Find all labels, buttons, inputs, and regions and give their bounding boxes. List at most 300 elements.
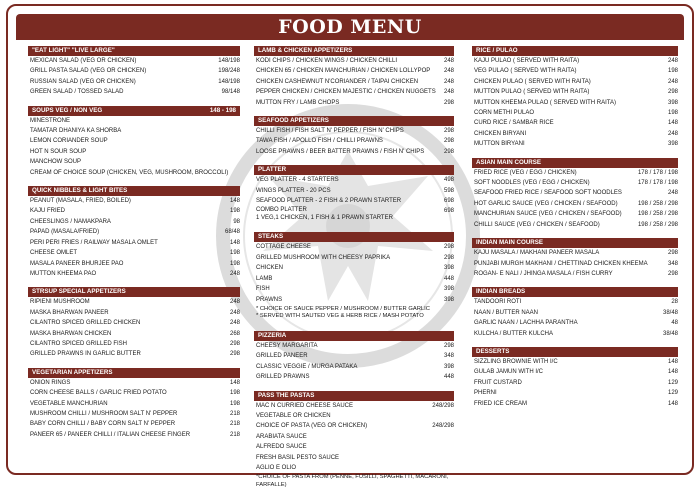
menu-item xyxy=(254,421,454,431)
menu-item xyxy=(28,329,240,339)
item-name: KAJU PULAO ( SERVED WITH RAITA) xyxy=(474,58,580,64)
item-name: GRILLED MUSHROOM WITH CHEESY PAPRIKA xyxy=(256,254,391,261)
menu-item xyxy=(472,209,678,219)
menu-item xyxy=(28,259,240,269)
menu-item xyxy=(472,188,678,198)
menu-item xyxy=(28,136,240,146)
item-name: PHERNI xyxy=(474,390,497,397)
item-name: SEAFOOD FRIED RICE / SEAFOOD SOFT NOODLES xyxy=(474,190,622,197)
menu-item xyxy=(254,186,454,196)
section-title: STEAKS xyxy=(258,233,284,241)
menu-item xyxy=(254,66,454,76)
item-name: PEANUT (MASALA, FRIED, BOILED) xyxy=(30,198,131,205)
item-name: FISH xyxy=(256,286,270,293)
item-name: CREAM OF CHOICE SOUP (CHICKEN, VEG, MUSHROOM, BROCCOLI) xyxy=(30,169,229,176)
item-name: CHICKEN 65 / CHICKEN MANCHURIAN / CHICKEN LOLLYPOP xyxy=(256,68,431,75)
item-price: 178 / 178 / 198 xyxy=(637,180,678,187)
item-price: 248 xyxy=(443,68,454,75)
item-price: 598 xyxy=(443,187,454,194)
item-name: KULCHA / BUTTER KULCHA xyxy=(474,330,554,337)
item-name: ALFREDO SAUCE xyxy=(256,444,307,451)
item-name: FRIED RICE (VEG / EGG / CHICKEN) xyxy=(474,169,577,176)
item-name: MAC N CURRIED CHEESE SAUCE xyxy=(256,402,354,409)
item-price: 698 xyxy=(443,208,454,215)
item-price: 198 / 258 / 298 xyxy=(637,211,678,218)
menu-item xyxy=(28,388,240,398)
menu-item xyxy=(472,98,678,108)
item-price: 448 xyxy=(443,374,454,381)
section-header xyxy=(28,106,240,116)
section-title: LAMB & CHICKEN APPETIZERS xyxy=(258,47,353,54)
item-name: LAMB xyxy=(256,275,273,282)
menu-section xyxy=(28,368,240,440)
item-price: 38/48 xyxy=(662,309,678,316)
item-name: MANCHURIAN SAUCE (VEG / CHICKEN / SEAFOOD) xyxy=(474,211,622,218)
section-title: INDIAN BREADS xyxy=(476,288,526,296)
item-name: BABY CORN CHILLI / BABY CORN SALT N' PEPPER xyxy=(30,421,176,428)
item-price: 248 xyxy=(229,309,240,316)
item-price: 298 xyxy=(443,244,454,251)
menu-column-left xyxy=(28,46,240,448)
menu-section xyxy=(28,106,240,178)
item-price: 348 xyxy=(443,353,454,360)
menu-item xyxy=(472,329,678,339)
item-price: 298 xyxy=(667,250,678,257)
item-name: GRILLED PANEER xyxy=(256,353,308,360)
item-name: PUNJABI MURGH MAKHANI / CHETTINAD CHICKEN KHEEMA xyxy=(474,260,648,267)
item-price: 198 xyxy=(667,68,678,75)
item-name: CURD RICE / SAMBAR RICE xyxy=(474,120,554,127)
menu-item xyxy=(254,175,454,185)
menu-section xyxy=(472,158,678,230)
section-header xyxy=(254,331,454,341)
item-name: ARABIATA SAUCE xyxy=(256,433,307,440)
menu-section xyxy=(254,391,454,492)
item-price: 198 xyxy=(229,390,240,397)
item-price: 398 xyxy=(443,363,454,370)
menu-item xyxy=(254,463,454,473)
item-price: 698 xyxy=(443,198,454,205)
section-header xyxy=(472,238,678,248)
item-name: MUTTON PULAO ( SERVED WITH RAITA) xyxy=(474,89,590,96)
menu-item xyxy=(472,388,678,398)
item-price: 298 xyxy=(667,89,678,96)
item-price: 268 xyxy=(229,330,240,337)
item-name: CHOICE OF PASTA (VEG OR CHICKEN) xyxy=(256,423,368,430)
section-title: ASIAN MAIN COURSE xyxy=(476,158,541,166)
menu-item xyxy=(28,248,240,258)
item-name: WINGS PLATTER - 20 PCS xyxy=(256,187,331,194)
item-name: MASALA PANEER BHURJEE PAO xyxy=(30,260,124,267)
section-title: SOUPS VEG / NON VEG xyxy=(32,106,103,114)
menu-item xyxy=(254,411,454,421)
menu-item xyxy=(254,196,454,206)
section-header xyxy=(28,287,240,297)
menu-item xyxy=(28,269,240,279)
item-name: GREEN SALAD / TOSSED SALAD xyxy=(30,89,124,96)
item-name: FRIED ICE CREAM xyxy=(474,400,528,407)
item-name: CHEESLINGS / NAMAKPARA xyxy=(30,218,111,225)
menu-item xyxy=(472,139,678,149)
menu-item xyxy=(254,77,454,87)
section-title: "EAT LIGHT" "LIVE LARGE" xyxy=(32,47,115,54)
item-name: COMBO PLATTER 1 VEG,1 CHICKEN, 1 FISH & 1 PRAWN STARTER xyxy=(256,207,393,221)
item-name: GRILLED PRAWNS xyxy=(256,374,310,381)
menu-item xyxy=(254,242,454,252)
section-header xyxy=(254,232,454,242)
section-note: * CHOICE OF SAUCE PEPPER / MUSHROOM / BUTTER GARLIC * SERVED WITH SAUTED VEG & HERB RICE / MASH POTATO xyxy=(256,305,430,320)
item-name: PEPPER CHICKEN / CHICKEN MAJESTIC / CHICKEN NUGGETS xyxy=(256,89,436,96)
item-price: 28 xyxy=(671,299,678,306)
section-header xyxy=(254,46,454,56)
section-header xyxy=(472,287,678,297)
item-name: GRILLED PRAWNS IN GARLIC BUTTER xyxy=(30,351,141,358)
section-note: *CHOICE OF PASTA FROM (PENNE, FUSILLI, SPAGHETTI, MACARONI, FARFALLE) xyxy=(256,474,449,488)
item-price: 198/248 xyxy=(218,68,240,75)
item-price: 218 xyxy=(229,410,240,417)
item-price: 198 xyxy=(229,208,240,215)
menu-section xyxy=(472,287,678,339)
item-name: MINESTRONE xyxy=(30,117,71,124)
item-name: LOOSE PRAWNS / BEER BATTER PRAWNS / FISH N' CHIPS xyxy=(256,148,425,155)
item-name: CILANTRO SPICED GRILLED FISH xyxy=(30,340,128,347)
item-name: CHEESY MARGARITA xyxy=(256,342,318,349)
item-name: CORN CHEESE BALLS / GARLIC FRIED POTATO xyxy=(30,390,167,397)
menu-item xyxy=(472,66,678,76)
item-price: 198 xyxy=(667,110,678,117)
item-price: 398 xyxy=(667,99,678,106)
menu-section xyxy=(472,238,678,279)
item-name: NAAN / BUTTER NAAN xyxy=(474,309,539,316)
item-price: 398 xyxy=(443,265,454,272)
menu-item xyxy=(254,136,454,146)
menu-column-middle xyxy=(254,46,454,499)
menu-item xyxy=(254,56,454,66)
section-header xyxy=(472,158,678,168)
item-name: TAMATAR DHANIYA KA SHORBA xyxy=(30,128,122,135)
menu-item xyxy=(254,372,454,382)
menu-column-right xyxy=(472,46,678,417)
item-price: 248 xyxy=(229,320,240,327)
item-price: 248/298 xyxy=(432,423,454,430)
menu-item xyxy=(254,87,454,97)
menu-item xyxy=(472,199,678,209)
menu-section xyxy=(254,165,454,224)
menu-item xyxy=(472,357,678,367)
item-name: CHILLI SAUCE (VEG / CHICKEN / SEAFOOD) xyxy=(474,221,600,228)
item-price: 218 xyxy=(229,431,240,438)
menu-item xyxy=(472,399,678,409)
item-price: 248 xyxy=(229,270,240,277)
menu-item xyxy=(472,318,678,328)
section-title: RICE / PULAO xyxy=(476,47,518,54)
item-name: PAPAD (MASALA/FRIED) xyxy=(30,229,100,236)
menu-item xyxy=(28,206,240,216)
item-price: 98 xyxy=(233,218,240,225)
menu-item xyxy=(28,297,240,307)
item-price: 218 xyxy=(229,421,240,428)
item-name: PANEER 65 / PANEER CHILLI / ITALIAN CHEESE FINGER xyxy=(30,431,191,438)
menu-item xyxy=(28,238,240,248)
menu-item xyxy=(28,126,240,136)
item-name: MASKA BHARWAN CHICKEN xyxy=(30,330,112,337)
menu-item xyxy=(254,351,454,361)
item-price: 298 xyxy=(443,128,454,135)
item-price: 298 xyxy=(443,342,454,349)
item-name: KAJU FRIED xyxy=(30,208,66,215)
item-price: 148 xyxy=(229,198,240,205)
section-header xyxy=(472,46,678,56)
menu-item xyxy=(472,108,678,118)
item-price: 129 xyxy=(667,379,678,386)
menu-item xyxy=(472,220,678,230)
item-name: KODI CHIPS / CHICKEN WINGS / CHICKEN CHILLI xyxy=(256,58,398,64)
menu-section xyxy=(28,46,240,98)
item-name: MUTTON KHEEMA PAO xyxy=(30,270,97,277)
item-price: 148 xyxy=(667,400,678,407)
menu-item xyxy=(254,295,454,305)
menu-item xyxy=(28,196,240,206)
item-name: CILANTRO SPICED GRILLED CHICKEN xyxy=(30,320,141,327)
item-name: CHILLI FISH / FISH SALT N' PEPPER / FISH N' CHIPS xyxy=(256,128,404,135)
item-price: 198 / 258 / 298 xyxy=(637,200,678,207)
item-price: 68/48 xyxy=(224,229,240,236)
item-name: SOFT NOODLES (VEG / EGG / CHICKEN) xyxy=(474,180,590,187)
section-title: DESSERTS xyxy=(476,347,510,355)
menu-page xyxy=(6,4,694,488)
menu-item xyxy=(472,269,678,279)
item-price: 178 / 178 / 198 xyxy=(637,169,678,176)
menu-section xyxy=(28,186,240,279)
item-name: GRILL PASTA SALAD (VEG OR CHICKEN) xyxy=(30,68,147,75)
menu-item xyxy=(472,77,678,87)
item-price: 398 xyxy=(667,141,678,148)
item-price: 148/198 xyxy=(218,78,240,85)
menu-item xyxy=(472,297,678,307)
item-price: 248 xyxy=(667,58,678,64)
menu-item xyxy=(472,259,678,269)
item-name: FRESH BASIL PESTO SAUCE xyxy=(256,454,340,461)
item-name: MUTTON FRY / LAMB CHOPS xyxy=(256,99,340,106)
menu-item xyxy=(254,442,454,452)
item-price: 498 xyxy=(443,177,454,184)
item-name: CHICKEN xyxy=(256,265,284,272)
item-price: 198 / 258 / 298 xyxy=(637,221,678,228)
item-price: 298 xyxy=(667,270,678,277)
item-name: HOT GARLIC SAUCE (VEG / CHICKEN / SEAFOOD) xyxy=(474,200,618,207)
item-name: ROGAN- E NALI / JHINGA MASALA / FISH CURRY xyxy=(474,270,613,277)
menu-item xyxy=(28,419,240,429)
menu-item xyxy=(254,206,454,224)
section-title: STRSUP SPECIAL APPETIZERS xyxy=(32,288,126,296)
item-name: COTTAGE CHEESE xyxy=(256,244,311,251)
menu-item xyxy=(254,401,454,411)
item-price: 148 xyxy=(229,379,240,386)
menu-item xyxy=(472,367,678,377)
menu-item xyxy=(28,378,240,388)
item-name: CORN METHI PULAO xyxy=(474,110,535,117)
section-title: VEGETARIAN APPETIZERS xyxy=(32,368,113,376)
item-name: FRUIT CUSTARD xyxy=(474,379,522,386)
menu-item xyxy=(28,157,240,167)
section-header xyxy=(254,165,454,175)
item-price: 298 xyxy=(443,254,454,261)
item-price: 38/48 xyxy=(662,330,678,337)
menu-item xyxy=(28,147,240,157)
menu-item xyxy=(254,98,454,108)
menu-item xyxy=(472,56,678,66)
menu-item xyxy=(472,129,678,139)
item-price: 248 xyxy=(667,130,678,137)
item-price: 248 xyxy=(443,89,454,96)
item-name: MUTTON KHEEMA PULAO ( SERVED WITH RAITA) xyxy=(474,99,617,106)
menu-item xyxy=(28,87,240,97)
section-header xyxy=(28,46,240,56)
item-price: 248 xyxy=(667,78,678,85)
item-name: SIZZLING BROWNIE WITH I/C xyxy=(474,358,558,365)
section-header xyxy=(28,368,240,378)
section-title: INDIAN MAIN COURSE xyxy=(476,239,544,247)
menu-item xyxy=(472,168,678,178)
item-price: 248/298 xyxy=(432,402,454,409)
item-name: AGLIO E OLIO xyxy=(256,464,297,471)
menu-item xyxy=(28,399,240,409)
menu-item xyxy=(254,284,454,294)
item-name: VEG PLATTER - 4 STARTERS xyxy=(256,177,339,184)
menu-item xyxy=(28,168,240,178)
item-price: 248 xyxy=(443,58,454,64)
item-name: GULAB JAMUN WITH I/C xyxy=(474,369,544,376)
item-name: MUSHROOM CHILLI / MUSHROOM SALT N' PEPPER xyxy=(30,410,178,417)
item-name: RIPIENI MUSHROOM xyxy=(30,299,90,306)
menu-item xyxy=(472,87,678,97)
menu-item xyxy=(254,453,454,463)
section-header xyxy=(254,391,454,401)
item-price: 398 xyxy=(443,286,454,293)
item-price: 148 xyxy=(667,120,678,127)
menu-item xyxy=(254,147,454,157)
item-name: CHICKEN BIRYANI xyxy=(474,130,527,137)
menu-item xyxy=(28,349,240,359)
menu-item xyxy=(28,409,240,419)
menu-item xyxy=(472,178,678,188)
item-price: 148 xyxy=(229,239,240,246)
menu-item xyxy=(28,77,240,87)
item-name: MASKA BHARWAN PANEER xyxy=(30,309,109,316)
item-price: 448 xyxy=(443,275,454,282)
item-name: CHICKEN PULAO ( SERVED WITH RAITA) xyxy=(474,78,591,85)
item-name: RUSSIAN SALAD (VEG OR CHICKEN) xyxy=(30,78,136,85)
item-price: 248 xyxy=(229,299,240,306)
menu-item xyxy=(28,56,240,66)
menu-item xyxy=(28,430,240,440)
menu-section xyxy=(254,46,454,108)
item-name: CHEESE OMLET xyxy=(30,250,78,257)
item-price: 148 xyxy=(667,358,678,365)
menu-section xyxy=(254,116,454,157)
item-name: PERI PERI FRIES / RAILWAY MASALA OMLET xyxy=(30,239,158,246)
section-price: 148 - 198 xyxy=(209,106,236,114)
item-price: 398 xyxy=(443,296,454,303)
item-name: VEGETABLE MANCHURIAN xyxy=(30,400,108,407)
menu-item xyxy=(472,248,678,258)
menu-item xyxy=(28,308,240,318)
item-price: 198 xyxy=(229,260,240,267)
item-price: 248 xyxy=(667,190,678,197)
item-price: 298 xyxy=(443,148,454,155)
menu-item xyxy=(254,253,454,263)
menu-section xyxy=(472,46,678,150)
item-price: 148/198 xyxy=(218,58,240,64)
menu-section xyxy=(28,287,240,359)
item-price: 129 xyxy=(667,390,678,397)
menu-section xyxy=(472,347,678,409)
item-price: 148 xyxy=(667,369,678,376)
section-title: PLATTER xyxy=(258,166,287,174)
item-price: 248 xyxy=(443,78,454,85)
page-title: FOOD MENU xyxy=(278,16,422,38)
menu-item xyxy=(28,227,240,237)
section-title: QUICK NIBBLES & LIGHT BITES xyxy=(32,187,128,195)
item-price: 198 xyxy=(229,250,240,257)
item-name: MANCHOW SOUP xyxy=(30,159,81,166)
item-price: 298 xyxy=(229,351,240,358)
menu-item xyxy=(254,263,454,273)
menu-item xyxy=(28,217,240,227)
section-title: PIZZERIA xyxy=(258,331,287,339)
menu-section xyxy=(254,331,454,383)
item-name: ONION RINGS xyxy=(30,379,71,386)
menu-item xyxy=(472,378,678,388)
item-name: TANDOORI ROTI xyxy=(474,299,522,306)
menu-item xyxy=(28,339,240,349)
menu-item xyxy=(28,318,240,328)
section-title: SEAFOOD APPETIZERS xyxy=(258,117,329,125)
item-name: CHICKEN CASHEWNUT N'CORIANDER / TAIPAI CHICKEN xyxy=(256,78,419,85)
menu-item xyxy=(472,308,678,318)
item-name: GARLIC NAAN / LACHHA PARANTHA xyxy=(474,320,578,327)
menu-item xyxy=(472,118,678,128)
item-price: 348 xyxy=(667,260,678,267)
menu-item xyxy=(254,341,454,351)
menu-item xyxy=(254,432,454,442)
title-banner xyxy=(16,14,684,40)
item-name: PRAWNS xyxy=(256,296,283,303)
section-title: PASS THE PASTAS xyxy=(258,391,315,399)
item-name: VEG PULAO ( SERVED WITH RAITA) xyxy=(474,68,577,75)
menu-item xyxy=(254,362,454,372)
menu-item xyxy=(254,274,454,284)
item-price: 298 xyxy=(229,340,240,347)
item-name: TAWA FISH / APOLLO FISH / CHILLI PRAWNS xyxy=(256,138,383,145)
section-header xyxy=(28,186,240,196)
section-header xyxy=(472,347,678,357)
menu-item xyxy=(254,126,454,136)
item-price: 198 xyxy=(229,400,240,407)
item-name: VEGETABLE OR CHICKEN xyxy=(256,412,331,419)
menu-section xyxy=(254,232,454,322)
item-price: 48 xyxy=(671,320,678,327)
section-header xyxy=(254,116,454,126)
item-name: LEMON CORIANDER SOUP xyxy=(30,138,108,145)
menu-item xyxy=(28,116,240,126)
menu-item xyxy=(28,66,240,76)
item-name: KAJU MASALA / MAKHANI PANEER MASALA xyxy=(474,250,600,257)
item-name: HOT N SOUR SOUP xyxy=(30,148,87,155)
item-name: CLASSIC VEGGIE / MURGA PATAKA xyxy=(256,363,358,370)
item-name: SEAFOOD PLATTER - 2 FISH & 2 PRAWN STARTER xyxy=(256,198,402,205)
item-price: 98/148 xyxy=(221,89,240,96)
